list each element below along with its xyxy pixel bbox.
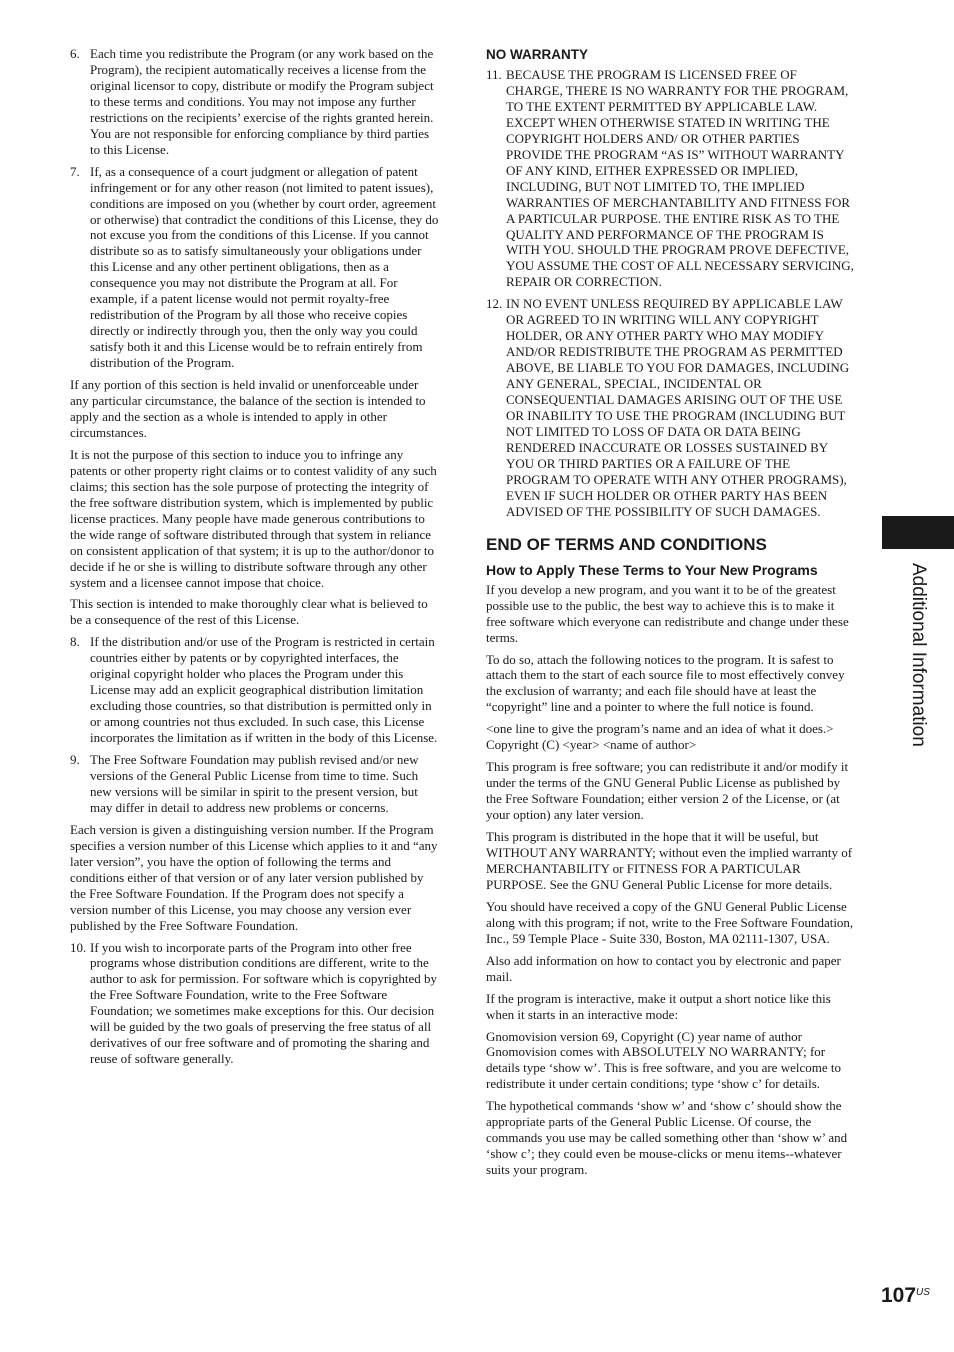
paragraph: This section is intended to make thoroughly clear what is believed to be a consequence of the rest of this License. (70, 596, 428, 628)
page-region-suffix: US (916, 1287, 930, 1298)
clause-number: 7. (70, 163, 80, 179)
paragraph: <one line to give the program’s name and an idea of what it does.> Copyright (C) <year> <name of author> (486, 721, 834, 753)
clause-text: BECAUSE THE PROGRAM IS LICENSED FREE OF CHARGE, THERE IS NO WARRANTY FOR THE PROGRAM, TO THE EXTENT PERMITTED BY APPLICABLE LAW. EXCEPT WHEN OTHERWISE STATED IN WRITING THE COPYRIGHT HOLDERS AND/ OR OTHER PARTIES PROVIDE THE PROGRAM “AS IS” WITHOUT WARRANTY OF ANY KIND, EITHER EXPRESSED OR IMPLIED, INCLUDING, BUT NOT LIMITED TO, THE IMPLIED WARRANTIES OF MERCHANTABILITY AND FITNESS FOR A PARTICULAR PURPOSE. THE ENTIRE RISK AS TO THE QUALITY AND PERFORMANCE OF THE PROGRAM IS WITH YOU. SHOULD THE PROGRAM PROVE DEFECTIVE, YOU ASSUME THE COST OF ALL NECESSARY SERVICING, REPAIR OR CORRECTION. (506, 67, 854, 290)
paragraph: You should have received a copy of the GNU General Public License along with this program; if not, write to the Free Software Foundation, Inc., 59 Temple Place - Suite 330, Boston, MA 02111-1307, USA. (486, 898, 854, 946)
clause-number: 8. (70, 634, 80, 650)
left-column (70, 46, 440, 1073)
no-warranty-heading: NO WARRANTY (486, 47, 588, 62)
clause-text: Each time you redistribute the Program (or any work based on the Program), the recipient automatically receives a license from the original licensor to copy, distribute or modify the Program subject to these terms and conditions. You may not impose any further restrictions on the recipients’ exercise of the rights granted herein. You are not responsible for enforcing compliance by third parties to this License. (90, 46, 434, 157)
paragraph: The hypothetical commands ‘show w’ and ‘show c’ should show the appropriate parts of the General Public License. Of course, the commands you use may be called something other than ‘show w’ and ‘show c’; they could even be mouse-clicks or menu items--whatever suits your program. (486, 1098, 848, 1178)
paragraph: Gnomovision version 69, Copyright (C) year name of author Gnomovision comes with ABSOLUTELY NO WARRANTY; for details type ‘show w’. This is free software, and you are welcome to redistribute it under certain conditions; type ‘show c’ for details. (486, 1028, 841, 1092)
page-number: 107 (881, 1284, 917, 1307)
paragraph: Also add information on how to contact you by electronic and paper mail. (486, 952, 841, 984)
clause-10 (70, 940, 440, 1068)
clause-8 (70, 634, 440, 746)
clause-text: If the distribution and/or use of the Program is restricted in certain countries either by patents or by copyrighted interfaces, the original copyright holder who places the Program under this License may add an explicit geographical distribution limitation excluding those countries, so that distribution is permitted only in or among countries not thus excluded. In such case, this License incorporates the limitation as if written in the body of this License. (90, 634, 438, 746)
clause-number: 12. (486, 296, 503, 312)
clause-number: 10. (70, 939, 87, 955)
clause-list-10 (70, 940, 440, 1068)
clause-list-6-7 (70, 46, 440, 371)
clause-text: IN NO EVENT UNLESS REQUIRED BY APPLICABLE LAW OR AGREED TO IN WRITING WILL ANY COPYRIGHT HOLDER, OR ANY OTHER PARTY WHO MAY MODIFY AND/OR REDISTRIBUTE THE PROGRAM AS PERMITTED ABOVE, BE LIABLE TO YOU FOR DAMAGES, INCLUDING ANY GENERAL, SPECIAL, INCIDENTAL OR CONSEQUENTIAL DAMAGES ARISING OUT OF THE USE OR INABILITY TO USE THE PROGRAM (INCLUDING BUT NOT LIMITED TO LOSS OF DATA OR DATA BEING RENDERED INACCURATE OR LOSSES SUSTAINED BY YOU OR THIRD PARTIES OR A FAILURE OF THE PROGRAM TO OPERATE WITH ANY OTHER PROGRAMS), EVEN IF SUCH HOLDER OR OTHER PARTY HAS BEEN ADVISED OF THE POSSIBILITY OF SUCH DAMAGES. (506, 296, 850, 519)
end-of-terms-heading: END OF TERMS AND CONDITIONS (486, 534, 767, 554)
clause-list-8-9 (70, 634, 440, 815)
paragraph: This program is free software; you can redistribute it and/or modify it under the terms of the GNU General Public License as published by the Free Software Foundation; either version 2 of the License, or (at your option) any later version. (486, 759, 849, 823)
clause-9 (70, 752, 440, 816)
clause-number: 6. (70, 46, 80, 61)
clause-list-11-12 (486, 67, 856, 520)
right-column (486, 46, 856, 1184)
clause-text: The Free Software Foundation may publish revised and/or new versions of the General Public License from time to time. Such new versions will be similar in spirit to the present version, but may differ in detail to address new problems or concerns. (90, 752, 419, 815)
paragraph: If any portion of this section is held invalid or unenforceable under any particular circumstance, the balance of the section is intended to apply and the section as a whole is intended to apply in other circumstances. (70, 377, 426, 440)
clause-text: If you wish to incorporate parts of the Program into other free programs whose distribution conditions are different, write to the author to ask for permission. For software which is copyrighted by the Free Software Foundation, write to the Free Software Foundation; we sometimes make exceptions for this. Our decision will be guided by the two goals of preserving the free status of all derivatives of our free software and of promoting the sharing and reuse of software generally. (90, 939, 437, 1067)
clause-number: 11. (486, 67, 502, 82)
clause-7 (70, 164, 440, 371)
clause-12 (486, 296, 856, 519)
section-side-label: Additional Information (908, 563, 929, 747)
paragraph: To do so, attach the following notices to the program. It is safest to attach them to the start of each source file to most effectively convey the exclusion of warranty; and each file should have at least the “copyright” line and a pointer to where the full notice is found. (486, 651, 845, 715)
clause-text: If, as a consequence of a court judgment or allegation of patent infringement or for any other reason (not limited to patent issues), conditions are imposed on you (whether by court order, agreement or otherwise) that contradict the conditions of this License, they do not excuse you from the conditions of this License. If you cannot distribute so as to satisfy simultaneously your obligations under this License and any other pertinent obligations, then as a consequence you may not distribute the Program at all. For example, if a patent license would not permit royalty-free redistribution of the Program by all those who receive copies directly or indirectly through you, then the only way you could satisfy both it and this License would be to refrain entirely from distribution of the Program. (90, 163, 439, 371)
paragraph: This program is distributed in the hope that it will be useful, but WITHOUT ANY WARRANTY; without even the implied warranty of MERCHANTABILITY or FITNESS FOR A PARTICULAR PURPOSE. See the GNU General Public License for more details. (486, 829, 853, 892)
clause-11 (486, 67, 856, 290)
how-to-apply-heading: How to Apply These Terms to Your New Programs (486, 561, 818, 578)
clause-6 (70, 46, 440, 158)
paragraph: Each version is given a distinguishing version number. If the Program specifies a version number of this License which applies to it and “any later version”, you have the option of following the terms and conditions either of that version or of any later version published by the Free Software Foundation. If the Program does not specify a version number of this License, you may choose any version ever published by the Free Software Foundation. (70, 821, 438, 933)
clause-number: 9. (70, 752, 80, 768)
paragraph: If you develop a new program, and you want it to be of the greatest possible use to the public, the best way to achieve this is to make it free software which everyone can redistribute and change under these terms. (486, 581, 849, 645)
paragraph: It is not the purpose of this section to induce you to infringe any patents or other property right claims or to contest validity of any such claims; this section has the sole purpose of protecting the integrity of the free software distribution system, which is implemented by public license practices. Many people have made generous contributions to the wide range of software distributed through that system in reliance on consistent application of that system; it is up to the author/donor to decide if he or she is willing to distribute software through any other system and a licensee cannot impose that choice. (70, 446, 437, 590)
paragraph: If the program is interactive, make it output a short notice like this when it starts in an interactive mode: (486, 990, 831, 1022)
section-tab-marker (882, 516, 954, 549)
